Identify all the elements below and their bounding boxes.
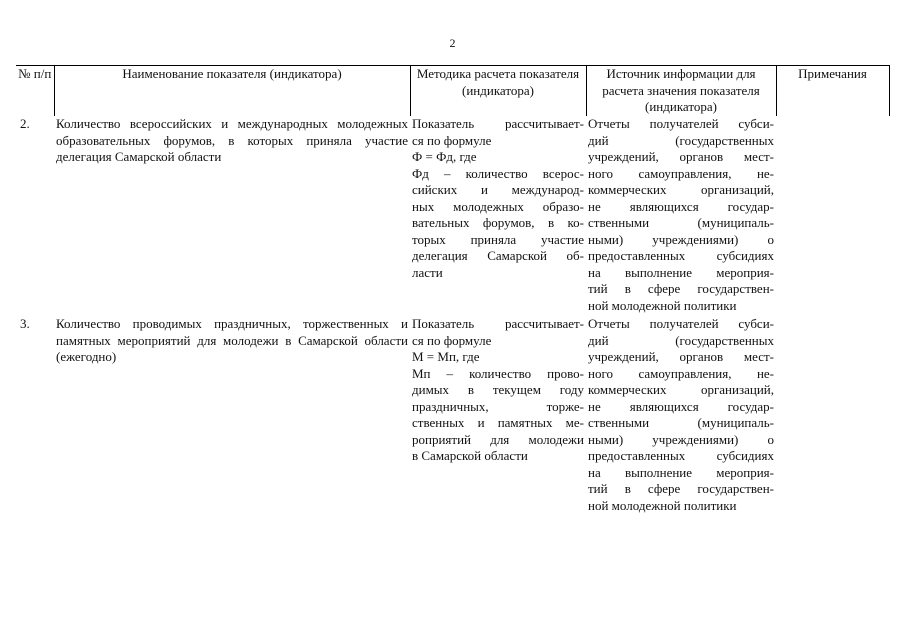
method-line: ласти xyxy=(412,264,443,280)
source-line: коммерческих организаций, xyxy=(588,382,774,397)
source-line: на выполнение мероприя- xyxy=(588,464,774,480)
source-line: ственными (муниципаль- xyxy=(588,215,774,230)
source-line: ного самоуправления, не- xyxy=(588,365,774,381)
method-line: ся по формуле xyxy=(412,332,492,348)
source-line: ными) учреждениями) о xyxy=(588,431,774,447)
method-line: Фд – количество всерос- xyxy=(412,165,584,181)
source-line: тий в сфере государствен- xyxy=(588,281,774,296)
source-line: ной молодежной политики xyxy=(588,497,737,513)
header-notes: Примечания xyxy=(776,66,889,117)
indicator-table xyxy=(16,65,890,514)
method-line: Показатель рассчитывает- xyxy=(412,316,584,331)
method-line: ся по формуле xyxy=(412,132,492,148)
source-line: Отчеты получателей субси- xyxy=(588,316,774,331)
information-source xyxy=(586,314,776,514)
method-line: ственных и памятных ме- xyxy=(412,415,584,430)
calculation-method xyxy=(410,314,586,514)
method-line: димых в текущем году xyxy=(412,382,584,397)
header-information-source: Источник информации для расчета значения показателя (индикатора) xyxy=(586,66,776,117)
method-line: делегация Самарской об- xyxy=(412,248,584,263)
method-line: сийских и международ- xyxy=(412,182,584,197)
source-line: не являющихся государ- xyxy=(588,398,774,414)
source-line: коммерческих организаций, xyxy=(588,182,774,197)
page-number: 2 xyxy=(449,36,456,50)
method-line: ных молодежных образо- xyxy=(412,198,584,214)
header-number: № п/п xyxy=(16,66,54,117)
source-line: ной молодежной политики xyxy=(588,297,737,313)
method-line: в Самарской области xyxy=(412,448,528,463)
source-line: предоставленных субсидиях xyxy=(588,248,774,263)
method-line: Ф = Фд, где xyxy=(412,149,477,164)
method-line: торых приняла участие xyxy=(412,231,584,247)
table-row xyxy=(16,116,889,314)
indicator-name: Количество проводимых праздничных, торжественных и памятных мероприятий для молодежи в Самарской области (ежегодно) xyxy=(56,316,408,364)
information-source xyxy=(586,116,776,314)
source-line: дий (государственных xyxy=(588,132,774,148)
table-row xyxy=(16,314,889,514)
source-line: не являющихся государ- xyxy=(588,198,774,214)
source-line: учреждений, органов мест- xyxy=(588,149,774,164)
source-line: ными) учреждениями) о xyxy=(588,231,774,247)
method-line: М = Мп, где xyxy=(412,349,480,364)
header-indicator-name: Наименование показателя (индикатора) xyxy=(54,66,410,117)
source-line: тий в сфере государствен- xyxy=(588,481,774,496)
method-line: вательных форумов, в ко- xyxy=(412,215,584,230)
source-line: Отчеты получателей субси- xyxy=(588,116,774,131)
method-line: роприятий для молодежи xyxy=(412,431,584,447)
source-line: ственными (муниципаль- xyxy=(588,415,774,430)
calculation-method xyxy=(410,116,586,314)
source-line: учреждений, органов мест- xyxy=(588,349,774,364)
source-line: на выполнение мероприя- xyxy=(588,264,774,280)
method-line: Показатель рассчитывает- xyxy=(412,116,584,131)
header-calculation-method: Методика расчета показателя (индикатора) xyxy=(410,66,586,117)
notes-cell xyxy=(776,314,889,514)
table-header-row xyxy=(16,66,889,117)
method-line: праздничных, торже- xyxy=(412,398,584,414)
source-line: предоставленных субсидиях xyxy=(588,448,774,463)
source-line: дий (государственных xyxy=(588,332,774,348)
notes-cell xyxy=(776,116,889,314)
method-line: Мп – количество прово- xyxy=(412,365,584,381)
row-number: 3. xyxy=(20,316,30,331)
source-line: ного самоуправления, не- xyxy=(588,165,774,181)
indicator-name: Количество всероссийских и международных молодежных образовательных форумов, в которых приняла участие делегация Самарской области xyxy=(56,116,408,164)
row-number: 2. xyxy=(20,116,30,131)
